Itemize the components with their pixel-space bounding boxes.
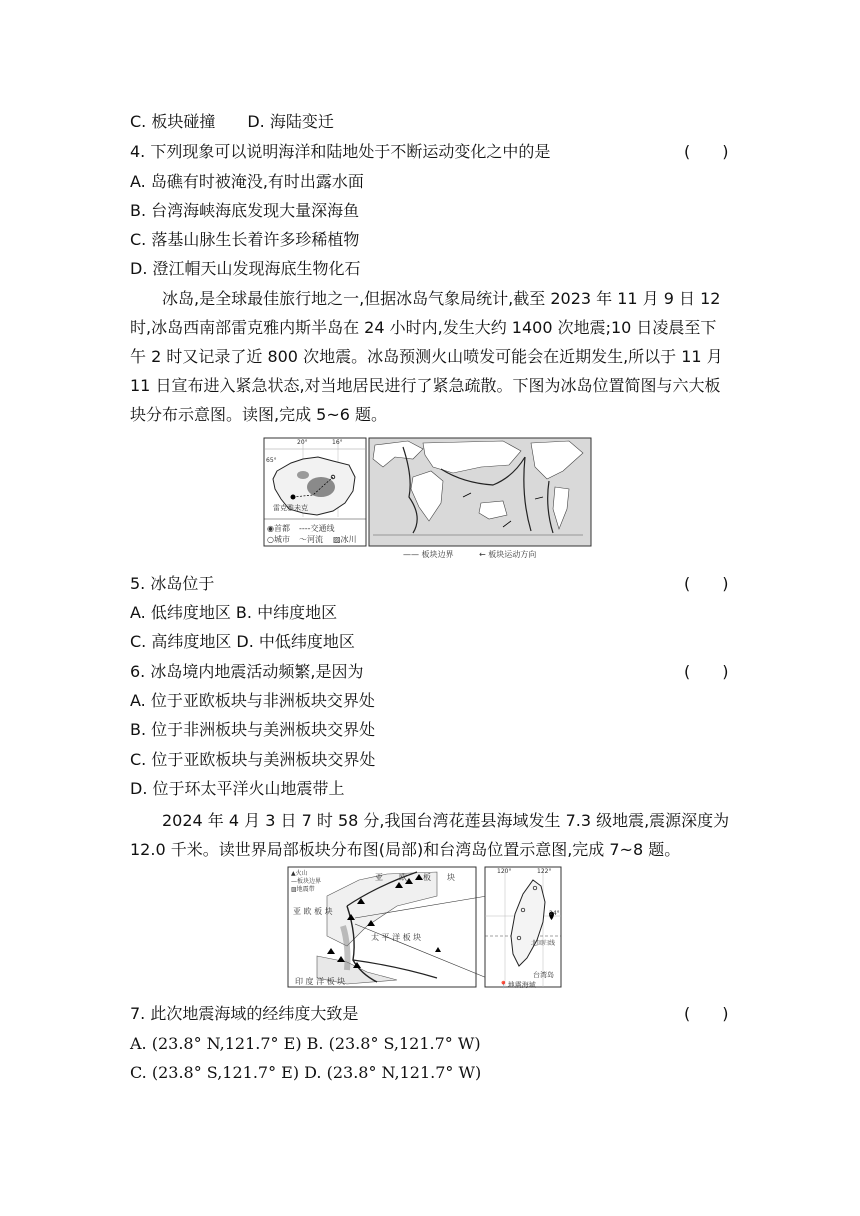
quake-area-legend-text: 地震海域 xyxy=(507,981,536,989)
quake-area-legend: 📍地震海域 xyxy=(499,981,536,989)
passage-iceland xyxy=(130,284,730,429)
option-7cd: C. (23.8° S,121.7° E) D. (23.8° N,121.7° W) xyxy=(130,1063,482,1082)
iceland-legend-4: 〜河流 xyxy=(299,535,323,544)
answer-bracket-q4: ( ) xyxy=(684,142,729,161)
option-4c: C. 落基山脉生长着许多珍稀植物 xyxy=(130,230,360,249)
iceland-lat-label: 65° xyxy=(266,457,277,464)
option-6b: B. 位于非洲板块与美洲板块交界处 xyxy=(130,720,376,739)
legend-plate-boundary: —板块边界 xyxy=(291,878,322,885)
option-4a: A. 岛礁有时被淹没,有时出露水面 xyxy=(130,172,364,191)
answer-bracket-q6: ( ) xyxy=(684,662,729,681)
taiwan-lon-120: 120° xyxy=(497,868,512,875)
legend-quake-belt: ▨地震带 xyxy=(291,886,315,893)
iceland-legend-5: ▨冰川 xyxy=(333,535,357,544)
option-6c: C. 位于亚欧板块与美洲板块交界处 xyxy=(130,750,376,769)
iceland-legend-3: ○城市 xyxy=(267,535,290,544)
option-6d: D. 位于环太平洋火山地震带上 xyxy=(130,779,345,798)
option-line-cd: C. 板块碰撞 D. 海陆变迁 xyxy=(130,112,334,131)
plate-label-ou: 欧 xyxy=(399,873,407,882)
plate-label-pacific: 太 平 洋 板 块 xyxy=(371,933,422,942)
answer-bracket-q7: ( ) xyxy=(684,1004,729,1023)
iceland-legend-2: ----交通线 xyxy=(299,524,335,533)
taiwan-lon-122: 122° xyxy=(537,868,552,875)
legend-volcano: ▲火山 xyxy=(291,870,308,877)
option-5cd: C. 高纬度地区 D. 中低纬度地区 xyxy=(130,632,355,651)
iceland-lon-label-2: 16° xyxy=(332,439,343,446)
figure-taiwan-plates-drawing xyxy=(287,866,563,990)
answer-bracket-q5: ( ) xyxy=(684,574,729,593)
plate-motion-legend: ← 板块运动方向 xyxy=(479,550,537,559)
passage-taiwan-text: 2024 年 4 月 3 日 7 时 58 分,我国台湾花莲县海域发生 7.3 级地震,震源深度为 12.0 千米。读世界局部板块分布图(局部)和台湾岛位置示意图,完成 7~8 题。 xyxy=(130,811,730,859)
figure-taiwan-plates xyxy=(287,866,563,990)
option-4b: B. 台湾海峡海底发现大量深海鱼 xyxy=(130,201,360,220)
question-7: 7. 此次地震海域的经纬度大致是 xyxy=(130,1004,359,1023)
question-4: 4. 下列现象可以说明海洋和陆地处于不断运动变化之中的是 xyxy=(130,142,551,161)
passage-taiwan xyxy=(130,806,730,864)
tropic-of-cancer-label: 北回归线 xyxy=(531,940,556,947)
question-5: 5. 冰岛位于 xyxy=(130,574,215,593)
option-6a: A. 位于亚欧板块与非洲板块交界处 xyxy=(130,691,375,710)
iceland-legend-1: ◉首都 xyxy=(267,524,290,533)
plate-label-ya: 亚 xyxy=(375,873,383,882)
iceland-lon-label-1: 20° xyxy=(297,439,308,446)
plate-boundary-legend: —— 板块边界 xyxy=(403,550,454,559)
plate-label-indian: 印 度 洋 板 块 xyxy=(295,977,346,986)
plate-label-eurasian: 亚 欧 板 块 xyxy=(293,907,333,916)
option-4d: D. 澄江帽天山发现海底生物化石 xyxy=(130,259,361,278)
taiwan-island-label: 台湾岛 xyxy=(533,971,554,979)
option-7ab: A. (23.8° N,121.7° E) B. (23.8° S,121.7° W) xyxy=(130,1034,481,1053)
option-5ab: A. 低纬度地区 B. 中纬度地区 xyxy=(130,603,338,622)
plate-label-ban: 板 xyxy=(423,873,431,882)
taiwan-lat-24: 24° xyxy=(549,910,560,917)
question-6: 6. 冰岛境内地震活动频繁,是因为 xyxy=(130,662,364,681)
iceland-capital-label: 雷克雅未克 xyxy=(273,504,308,512)
passage-iceland-text: 冰岛,是全球最佳旅行地之一,但据冰岛气象局统计,截至 2023 年 11 月 9 日 12 时,冰岛西南部雷克雅内斯半岛在 24 小时内,发生大约 1400 次地震;10 日凌晨至下午 2 时又记录了近 800 次地震。冰岛预测火山喷发可能会在近期发生,所以于 11 月 11 日宣布进入紧急状态,对当地居民进行了紧急疏散。下图为冰岛位置简图与六大板块分布示意图。读图,完成 5~6 题。 xyxy=(130,289,723,424)
plate-label-kuai: 块 xyxy=(447,873,455,882)
figure-iceland-plates xyxy=(263,437,593,561)
